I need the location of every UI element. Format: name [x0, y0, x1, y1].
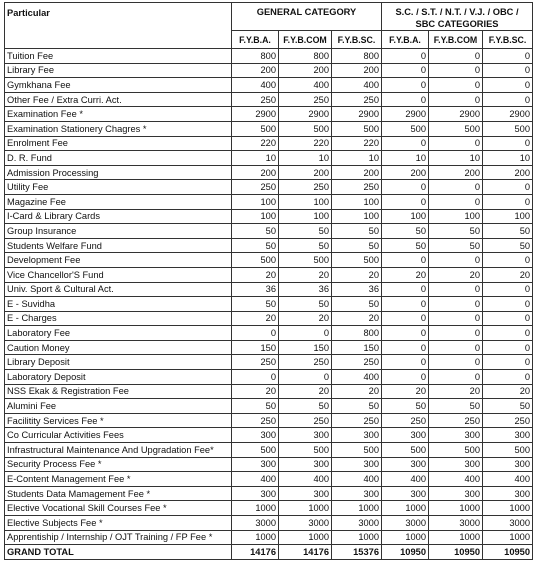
fee-value: 0 [382, 253, 429, 268]
fee-value: 0 [429, 253, 483, 268]
fee-value: 50 [232, 238, 279, 253]
fee-value: 20 [429, 267, 483, 282]
fee-value: 200 [382, 165, 429, 180]
table-row [5, 413, 533, 428]
fee-value: 300 [332, 428, 382, 443]
fee-value: 300 [279, 428, 332, 443]
fee-label: D. R. Fund [5, 151, 232, 166]
fee-value: 0 [382, 340, 429, 355]
fee-value: 250 [279, 92, 332, 107]
fee-value: 50 [382, 399, 429, 414]
fee-value: 400 [332, 370, 382, 385]
fee-value: 20 [483, 384, 533, 399]
fee-value: 200 [232, 165, 279, 180]
fee-structure-table [4, 2, 533, 560]
fee-value: 100 [279, 194, 332, 209]
fee-value: 1000 [483, 501, 533, 516]
grand-total-value: 14176 [279, 545, 332, 560]
fee-value: 500 [232, 443, 279, 458]
fee-value: 50 [429, 224, 483, 239]
header-row-groups [5, 3, 533, 31]
fee-value: 200 [429, 165, 483, 180]
fee-label: Group Insurance [5, 224, 232, 239]
fee-value: 100 [483, 209, 533, 224]
fee-value: 10 [483, 151, 533, 166]
fee-value: 300 [332, 486, 382, 501]
fee-value: 10 [382, 151, 429, 166]
fee-value: 0 [483, 63, 533, 78]
fee-value: 250 [232, 355, 279, 370]
fee-value: 1000 [483, 530, 533, 545]
table-row [5, 530, 533, 545]
table-row [5, 384, 533, 399]
table-row [5, 472, 533, 487]
fee-value: 400 [279, 472, 332, 487]
fee-label: Examination Stationery Chagres * [5, 121, 232, 136]
fee-value: 50 [232, 399, 279, 414]
fee-label: Laboratory Fee [5, 326, 232, 341]
fee-value: 250 [332, 413, 382, 428]
fee-value: 20 [232, 384, 279, 399]
fee-value: 250 [483, 413, 533, 428]
fee-value: 50 [483, 238, 533, 253]
fee-value: 250 [332, 355, 382, 370]
grand-total-value: 14176 [232, 545, 279, 560]
fee-value: 400 [232, 78, 279, 93]
table-row [5, 311, 533, 326]
fee-value: 3000 [332, 516, 382, 531]
fee-label: Vice Chancellor'S Fund [5, 267, 232, 282]
fee-value: 50 [429, 238, 483, 253]
table-row [5, 457, 533, 472]
fee-value: 10 [232, 151, 279, 166]
fee-value: 20 [232, 311, 279, 326]
fee-value: 0 [382, 194, 429, 209]
fee-value: 400 [483, 472, 533, 487]
fee-value: 300 [483, 486, 533, 501]
table-row [5, 428, 533, 443]
table-row [5, 501, 533, 516]
fee-value: 500 [332, 253, 382, 268]
fee-label: Co Curricular Activities Fees [5, 428, 232, 443]
fee-value: 200 [332, 63, 382, 78]
fee-value: 50 [483, 399, 533, 414]
fee-value: 50 [279, 399, 332, 414]
fee-value: 200 [279, 165, 332, 180]
fee-value: 50 [332, 297, 382, 312]
fee-value: 100 [429, 209, 483, 224]
fee-value: 0 [429, 92, 483, 107]
fee-value: 50 [232, 224, 279, 239]
column-header: F.Y.B.SC. [332, 31, 382, 49]
fee-value: 0 [483, 92, 533, 107]
fee-value: 20 [279, 384, 332, 399]
fee-label: Magazine Fee [5, 194, 232, 209]
fee-value: 0 [483, 326, 533, 341]
fee-value: 0 [429, 340, 483, 355]
fee-label: E - Charges [5, 311, 232, 326]
fee-label: Students Welfare Fund [5, 238, 232, 253]
fee-label: Library Fee [5, 63, 232, 78]
fee-value: 20 [332, 267, 382, 282]
fee-label: Facilitity Services Fee * [5, 413, 232, 428]
fee-value: 2900 [382, 107, 429, 122]
fee-value: 20 [279, 267, 332, 282]
fee-label: Admission Processing [5, 165, 232, 180]
fee-value: 2900 [483, 107, 533, 122]
table-row [5, 443, 533, 458]
fee-value: 300 [279, 457, 332, 472]
fee-value: 0 [483, 355, 533, 370]
table-row [5, 355, 533, 370]
grand-total-value: 15376 [332, 545, 382, 560]
fee-value: 36 [279, 282, 332, 297]
fee-value: 0 [483, 194, 533, 209]
fee-value: 36 [332, 282, 382, 297]
fee-value: 250 [279, 413, 332, 428]
fee-value: 500 [332, 121, 382, 136]
fee-value: 0 [483, 297, 533, 312]
fee-value: 300 [232, 428, 279, 443]
fee-value: 0 [382, 92, 429, 107]
fee-value: 0 [382, 297, 429, 312]
fee-value: 0 [429, 297, 483, 312]
fee-value: 100 [232, 194, 279, 209]
fee-value: 500 [232, 253, 279, 268]
fee-value: 50 [279, 238, 332, 253]
grand-total-value: 10950 [483, 545, 533, 560]
fee-value: 500 [483, 443, 533, 458]
fee-value: 0 [382, 136, 429, 151]
fee-value: 250 [232, 413, 279, 428]
table-row [5, 297, 533, 312]
fee-value: 300 [483, 428, 533, 443]
fee-value: 200 [232, 63, 279, 78]
fee-label: Development Fee [5, 253, 232, 268]
table-row [5, 121, 533, 136]
fee-value: 300 [382, 428, 429, 443]
fee-value: 500 [279, 443, 332, 458]
table-row [5, 136, 533, 151]
fee-label: Examination Fee * [5, 107, 232, 122]
fee-value: 10 [332, 151, 382, 166]
table-row [5, 340, 533, 355]
fee-value: 250 [232, 180, 279, 195]
fee-value: 0 [232, 326, 279, 341]
column-header: F.Y.B.SC. [483, 31, 533, 49]
fee-value: 220 [232, 136, 279, 151]
fee-value: 300 [382, 486, 429, 501]
fee-value: 800 [279, 49, 332, 64]
fee-value: 50 [279, 297, 332, 312]
fee-value: 0 [382, 311, 429, 326]
grand-total-value: 10950 [382, 545, 429, 560]
fee-value: 200 [332, 165, 382, 180]
fee-value: 50 [382, 224, 429, 239]
fee-value: 300 [332, 457, 382, 472]
fee-value: 0 [429, 136, 483, 151]
table-row [5, 326, 533, 341]
fee-value: 50 [382, 238, 429, 253]
fee-value: 20 [332, 384, 382, 399]
fee-value: 400 [332, 78, 382, 93]
table-row [5, 63, 533, 78]
table-row [5, 282, 533, 297]
fee-value: 20 [382, 267, 429, 282]
grand-total-label: GRAND TOTAL [5, 545, 232, 560]
fee-value: 50 [483, 224, 533, 239]
fee-value: 1000 [232, 501, 279, 516]
table-row [5, 49, 533, 64]
fee-value: 0 [382, 326, 429, 341]
fee-value: 0 [483, 180, 533, 195]
fee-value: 300 [232, 457, 279, 472]
reserved-category-header-line1: S.C. / S.T. / N.T. / V.J. / OBC / [395, 7, 519, 17]
fee-label: E - Suvidha [5, 297, 232, 312]
fee-value: 100 [332, 209, 382, 224]
fee-value: 2900 [232, 107, 279, 122]
table-row [5, 92, 533, 107]
fee-label: Security Process Fee * [5, 457, 232, 472]
general-category-header: GENERAL CATEGORY [232, 3, 382, 31]
fee-value: 500 [483, 121, 533, 136]
fee-value: 0 [483, 136, 533, 151]
table-row [5, 78, 533, 93]
fee-value: 0 [429, 194, 483, 209]
table-row [5, 516, 533, 531]
fee-label: Caution Money [5, 340, 232, 355]
fee-value: 150 [332, 340, 382, 355]
fee-value: 10 [429, 151, 483, 166]
column-header: F.Y.B.COM [279, 31, 332, 49]
fee-value: 20 [382, 384, 429, 399]
fee-label: Gymkhana Fee [5, 78, 232, 93]
fee-value: 220 [332, 136, 382, 151]
fee-value: 50 [332, 399, 382, 414]
fee-value: 100 [332, 194, 382, 209]
fee-value: 250 [382, 413, 429, 428]
fee-value: 220 [279, 136, 332, 151]
fee-value: 200 [279, 63, 332, 78]
fee-value: 10 [279, 151, 332, 166]
fee-value: 300 [279, 486, 332, 501]
fee-value: 3000 [232, 516, 279, 531]
fee-label: Alumini Fee [5, 399, 232, 414]
fee-value: 0 [382, 49, 429, 64]
fee-value: 0 [382, 180, 429, 195]
fee-value: 1000 [279, 501, 332, 516]
fee-value: 0 [382, 282, 429, 297]
fee-value: 0 [382, 355, 429, 370]
fee-value: 200 [483, 165, 533, 180]
table-row [5, 253, 533, 268]
table-row [5, 370, 533, 385]
fee-value: 150 [279, 340, 332, 355]
fee-value: 1000 [279, 530, 332, 545]
fee-value: 0 [483, 78, 533, 93]
fee-value: 20 [429, 384, 483, 399]
fee-value: 800 [232, 49, 279, 64]
fee-value: 0 [429, 326, 483, 341]
grand-total-row [5, 545, 533, 560]
fee-value: 400 [429, 472, 483, 487]
fee-value: 400 [382, 472, 429, 487]
fee-value: 20 [232, 267, 279, 282]
fee-value: 0 [279, 326, 332, 341]
column-header: F.Y.B.A. [232, 31, 279, 49]
fee-value: 500 [382, 443, 429, 458]
fee-value: 500 [429, 121, 483, 136]
fee-value: 150 [232, 340, 279, 355]
table-row [5, 107, 533, 122]
fee-value: 0 [429, 49, 483, 64]
fee-value: 100 [232, 209, 279, 224]
table-row [5, 224, 533, 239]
fee-value: 400 [232, 472, 279, 487]
table-row [5, 209, 533, 224]
fee-value: 20 [483, 267, 533, 282]
column-header: F.Y.B.COM [429, 31, 483, 49]
column-header: F.Y.B.A. [382, 31, 429, 49]
grand-total-value: 10950 [429, 545, 483, 560]
fee-value: 0 [382, 78, 429, 93]
fee-label: Utility Fee [5, 180, 232, 195]
fee-value: 0 [429, 370, 483, 385]
fee-value: 50 [232, 297, 279, 312]
fee-value: 300 [382, 457, 429, 472]
table-header [5, 3, 533, 49]
reserved-category-header-line2: SBC CATEGORIES [415, 19, 499, 29]
fee-value: 500 [332, 443, 382, 458]
fee-value: 36 [232, 282, 279, 297]
fee-value: 300 [429, 486, 483, 501]
fee-value: 3000 [279, 516, 332, 531]
fee-value: 1000 [429, 501, 483, 516]
fee-label: Elective Subjects Fee * [5, 516, 232, 531]
fee-value: 300 [429, 457, 483, 472]
fee-label: Enrolment Fee [5, 136, 232, 151]
fee-value: 500 [429, 443, 483, 458]
table-row [5, 151, 533, 166]
fee-value: 300 [232, 486, 279, 501]
fee-value: 250 [279, 355, 332, 370]
fee-value: 400 [279, 78, 332, 93]
table-row [5, 267, 533, 282]
fee-value: 500 [279, 121, 332, 136]
fee-value: 1000 [232, 530, 279, 545]
fee-value: 0 [483, 370, 533, 385]
fee-label: E-Content Management Fee * [5, 472, 232, 487]
fee-value: 2900 [429, 107, 483, 122]
fee-value: 20 [332, 311, 382, 326]
fee-value: 0 [429, 78, 483, 93]
fee-value: 500 [232, 121, 279, 136]
fee-value: 0 [483, 49, 533, 64]
fee-value: 0 [483, 311, 533, 326]
fee-label: Other Fee / Extra Curri. Act. [5, 92, 232, 107]
fee-value: 300 [483, 457, 533, 472]
fee-value: 0 [232, 370, 279, 385]
fee-value: 500 [279, 253, 332, 268]
fee-value: 50 [279, 224, 332, 239]
fee-label: Univ. Sport & Cultural Act. [5, 282, 232, 297]
fee-value: 0 [483, 340, 533, 355]
fee-value: 0 [279, 370, 332, 385]
table-row [5, 194, 533, 209]
table-row [5, 486, 533, 501]
fee-value: 0 [429, 282, 483, 297]
fee-value: 250 [332, 92, 382, 107]
fee-value: 100 [279, 209, 332, 224]
fee-value: 50 [332, 238, 382, 253]
fee-label: Library Deposit [5, 355, 232, 370]
fee-value: 250 [232, 92, 279, 107]
particular-header: Particular [5, 3, 232, 49]
fee-value: 1000 [332, 501, 382, 516]
fee-label: Laboratory Deposit [5, 370, 232, 385]
fee-value: 2900 [332, 107, 382, 122]
fee-value: 800 [332, 49, 382, 64]
fee-value: 1000 [332, 530, 382, 545]
fee-value: 1000 [382, 530, 429, 545]
fee-value: 20 [279, 311, 332, 326]
fee-value: 0 [429, 355, 483, 370]
fee-label: I-Card & Library Cards [5, 209, 232, 224]
fee-value: 50 [332, 224, 382, 239]
reserved-category-header [382, 3, 533, 31]
table-body [5, 49, 533, 560]
fee-label: Infrastructural Maintenance And Upgradation Fee* [5, 443, 232, 458]
fee-value: 250 [279, 180, 332, 195]
table-row [5, 180, 533, 195]
fee-value: 0 [382, 370, 429, 385]
fee-value: 0 [382, 63, 429, 78]
fee-value: 50 [429, 399, 483, 414]
fee-label: Tuition Fee [5, 49, 232, 64]
fee-value: 300 [429, 428, 483, 443]
fee-value: 800 [332, 326, 382, 341]
fee-label: NSS Ekak & Registration Fee [5, 384, 232, 399]
fee-value: 3000 [483, 516, 533, 531]
fee-value: 1000 [429, 530, 483, 545]
fee-value: 0 [429, 63, 483, 78]
fee-value: 0 [483, 253, 533, 268]
fee-value: 1000 [382, 501, 429, 516]
fee-value: 3000 [382, 516, 429, 531]
table-row [5, 238, 533, 253]
fee-value: 2900 [279, 107, 332, 122]
fee-label: Students Data Mamagement Fee * [5, 486, 232, 501]
fee-value: 0 [429, 180, 483, 195]
fee-value: 3000 [429, 516, 483, 531]
fee-value: 0 [429, 311, 483, 326]
fee-label: Apprentiship / Internship / OJT Training / FP Fee * [5, 530, 232, 545]
table-row [5, 399, 533, 414]
fee-label: Elective Vocational Skill Courses Fee * [5, 501, 232, 516]
fee-value: 0 [483, 282, 533, 297]
table-row [5, 165, 533, 180]
fee-value: 250 [332, 180, 382, 195]
fee-value: 500 [382, 121, 429, 136]
fee-value: 100 [382, 209, 429, 224]
fee-value: 400 [332, 472, 382, 487]
fee-value: 250 [429, 413, 483, 428]
